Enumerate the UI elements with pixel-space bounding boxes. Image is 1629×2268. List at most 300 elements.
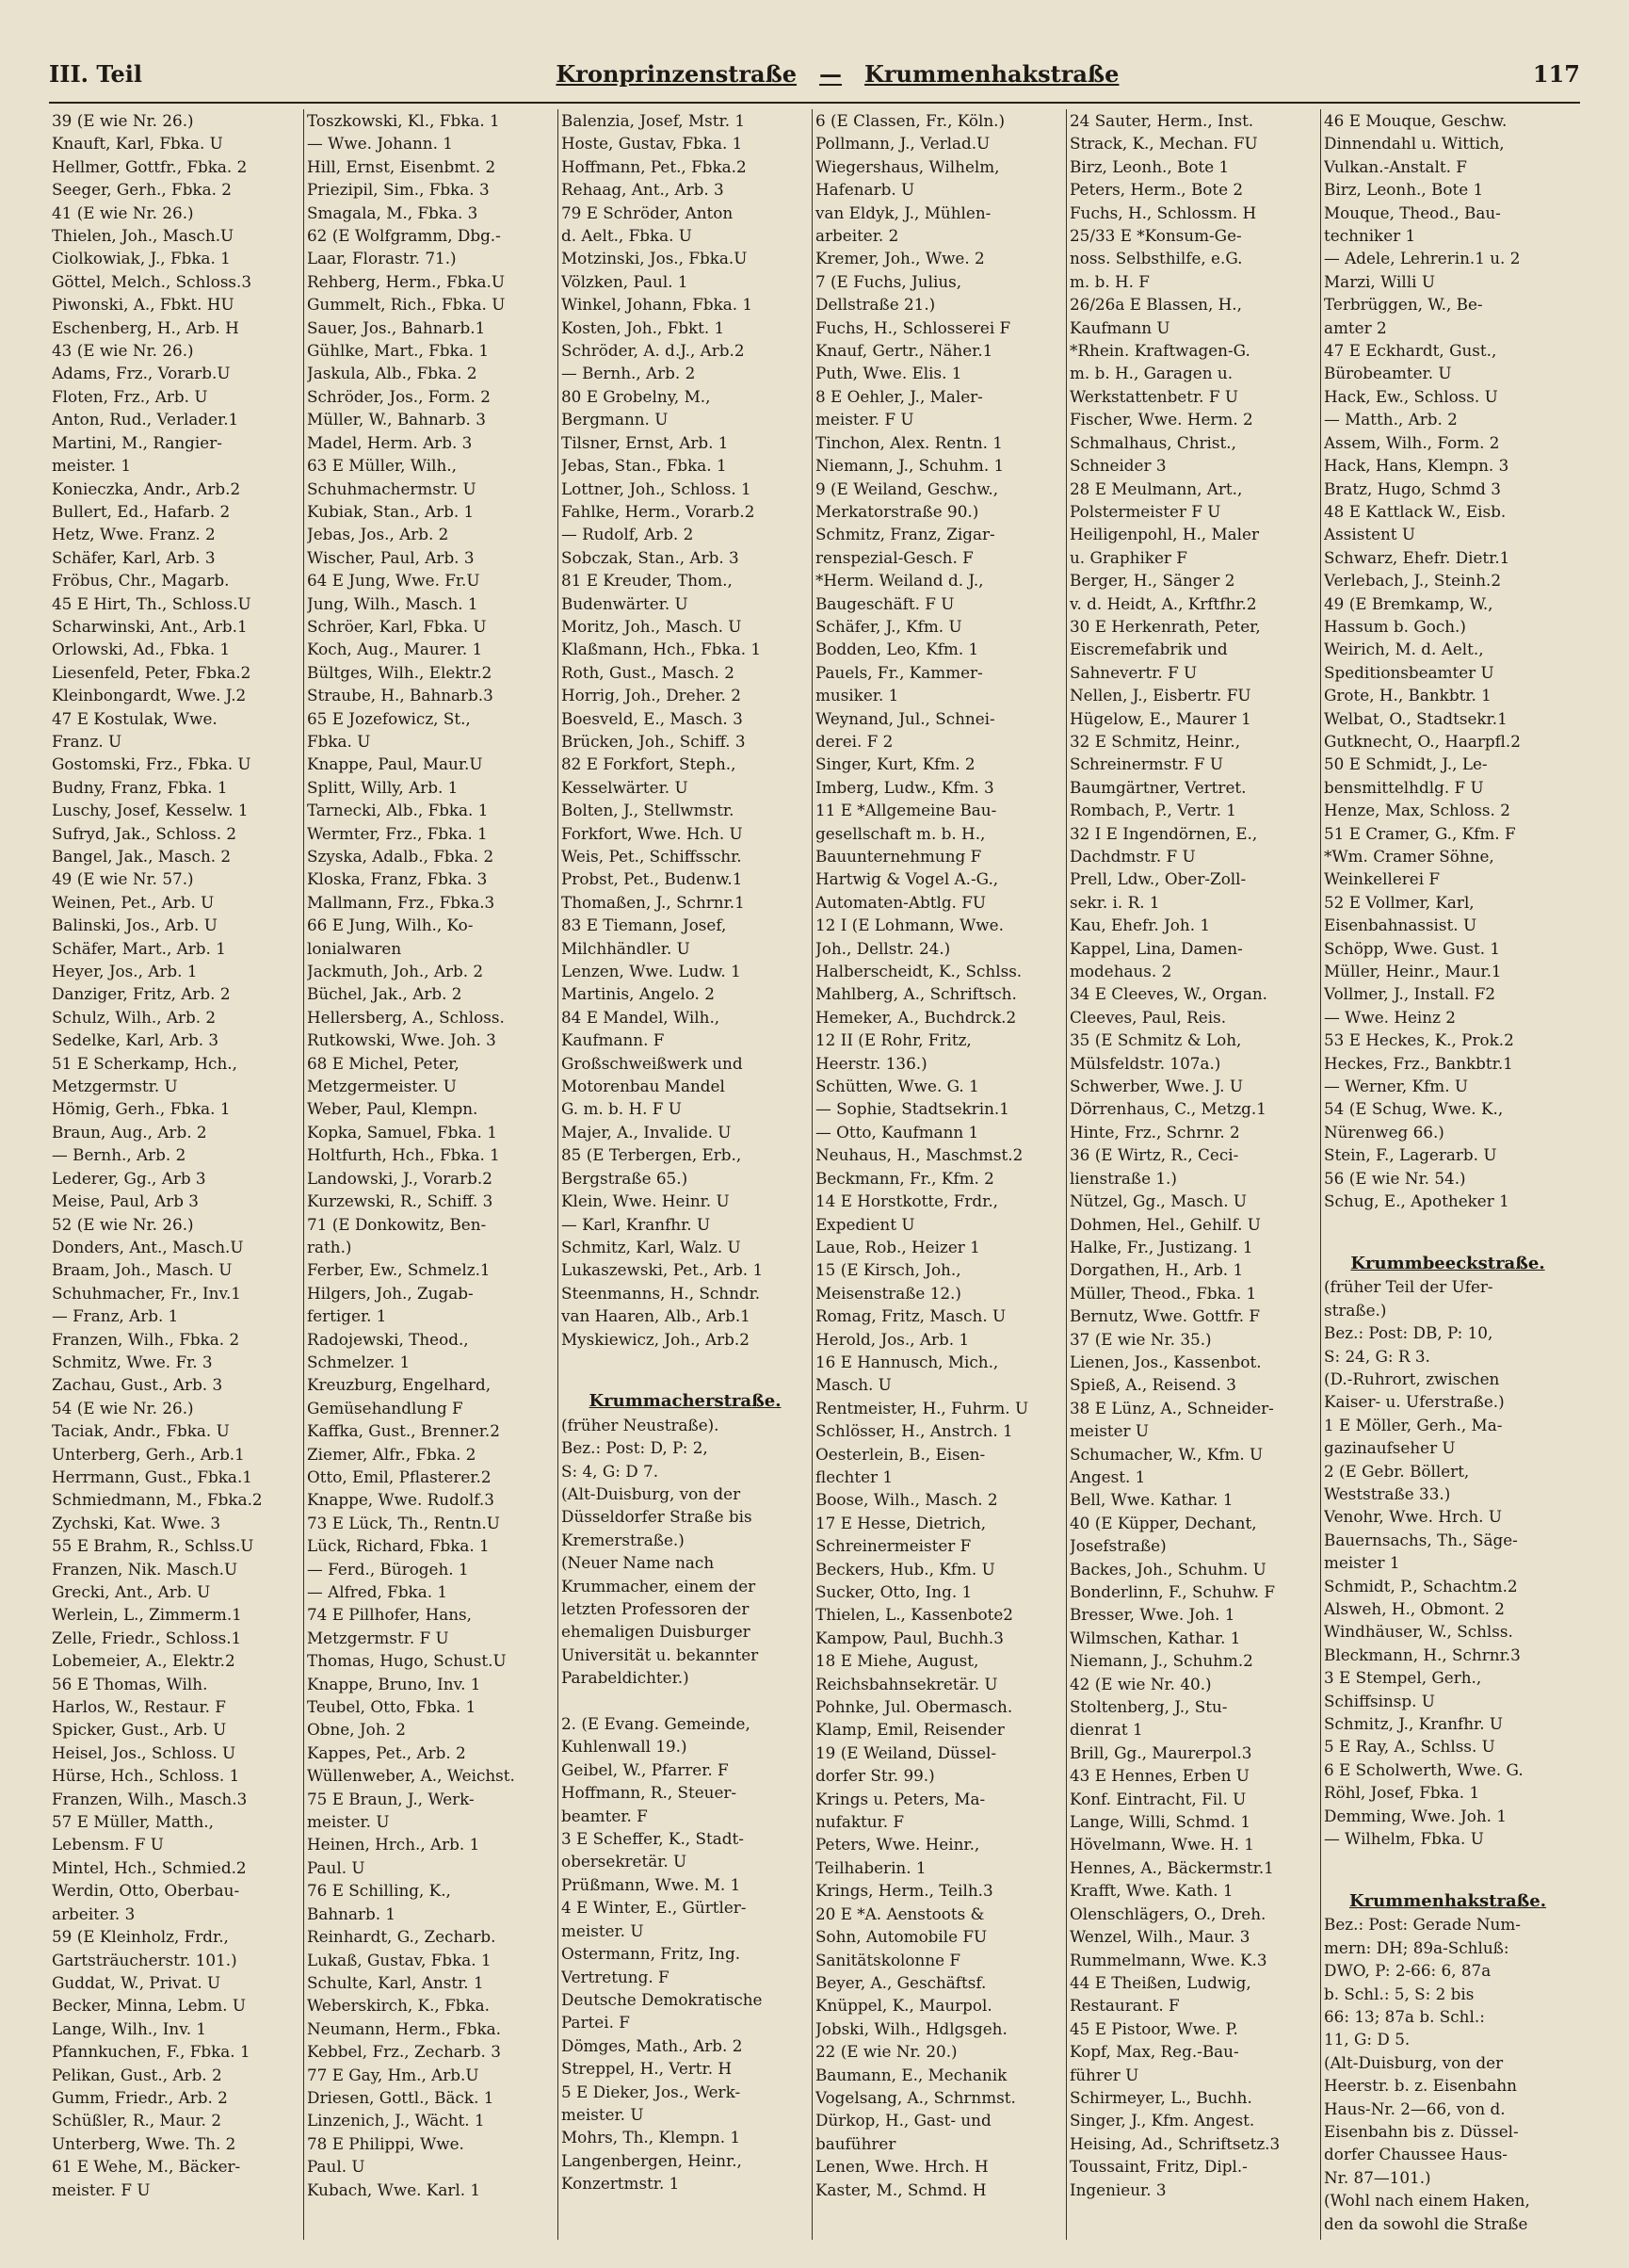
directory-entry: Lederer, Gg., Arb 3	[52, 1168, 206, 1188]
directory-entry: Heiligenpohl, H., Maler	[1070, 525, 1259, 544]
directory-entry: Kaster, M., Schmd. H	[815, 2179, 987, 2199]
directory-entry: (D.-Ruhrort, zwischen	[1324, 1369, 1500, 1388]
directory-entry: Konieczka, Andr., Arb.2	[52, 478, 241, 498]
street-range-start: Kronprinzenstraße	[556, 60, 798, 88]
directory-entry: Boose, Wilh., Masch. 2	[815, 1490, 998, 1510]
directory-entry: Pauels, Fr., Kammer-	[815, 662, 983, 682]
directory-entry: Jebas, Stan., Fbka. 1	[561, 456, 727, 476]
street-heading: Krummacherstraße.	[589, 1391, 782, 1412]
directory-entry: Hetz, Wwe. Franz. 2	[52, 525, 216, 544]
directory-entry: Obne, Joh. 2	[307, 1720, 406, 1740]
directory-entry: Großschweißwerk und	[561, 1053, 743, 1073]
directory-entry: 51 E Scherkamp, Hch.,	[52, 1053, 237, 1073]
directory-entry: Bez.: Post: DB, P: 10,	[1324, 1323, 1493, 1343]
directory-entry: Prell, Ldw., Ober-Zoll-	[1070, 869, 1247, 889]
directory-entry: Baugeschäft. F U	[815, 593, 955, 613]
directory-entry: 78 E Philippi, Wwe.	[307, 2133, 464, 2153]
directory-entry: Rummelmann, Wwe. K.3	[1070, 1950, 1267, 1969]
directory-entry: Sauer, Jos., Bahnarb.1	[307, 317, 486, 337]
directory-entry: Backes, Joh., Schuhm. U	[1070, 1559, 1266, 1579]
spacer	[561, 1351, 809, 1373]
directory-entry: (früher Neustraße).	[561, 1415, 719, 1434]
directory-column	[557, 109, 812, 2240]
directory-entry: b. Schl.: 5, S: 2 bis	[1324, 1984, 1475, 2003]
directory-entry: Schiffsinsp. U	[1324, 1691, 1435, 1710]
directory-entry: Halberscheidt, K., Schlss.	[815, 962, 1023, 981]
directory-entry: Ostermann, Fritz, Ing.	[561, 1944, 741, 1964]
directory-entry: Oesterlein, B., Eisen-	[815, 1444, 986, 1464]
directory-entry: Spieß, A., Reisend. 3	[1070, 1375, 1236, 1395]
directory-entry: Jaskula, Alb., Fbka. 2	[307, 364, 477, 383]
directory-entry: 80 E Grobelny, M.,	[561, 386, 711, 406]
directory-entry: Merkatorstraße 90.)	[815, 501, 979, 521]
directory-entry: 47 E Eckhardt, Gust.,	[1324, 341, 1497, 361]
directory-entry: Jobski, Wilh., Hdlgsgeh.	[815, 2018, 1008, 2038]
directory-entry: gesellschaft m. b. H.,	[815, 823, 986, 843]
directory-entry: 4 E Winter, E., Gürtler-	[561, 1898, 747, 1918]
directory-entry: sekr. i. R. 1	[1070, 892, 1160, 912]
directory-entry: meister. 1	[52, 456, 132, 476]
directory-entry: Myskiewicz, Joh., Arb.2	[561, 1329, 750, 1349]
directory-entry: meister U	[1070, 1421, 1149, 1441]
directory-entry: 81 E Kreuder, Thom.,	[561, 571, 733, 591]
directory-entry: Dohmen, Hel., Gehilf. U	[1070, 1214, 1261, 1234]
directory-entry: Expedient U	[815, 1214, 915, 1234]
directory-entry: Schuhmacher, Fr., Inv.1	[52, 1283, 241, 1303]
directory-entry: Röhl, Josef, Fbka. 1	[1324, 1783, 1480, 1803]
directory-entry: Krummacher, einem der	[561, 1576, 756, 1596]
directory-entry: Klaßmann, Hch., Fbka. 1	[561, 640, 762, 659]
directory-entry: 40 (E Küpper, Dechant,	[1070, 1513, 1257, 1532]
directory-entry: Lobemeier, A., Elektr.2	[52, 1651, 235, 1671]
directory-entry: Hennes, A., Bäckermstr.1	[1070, 1857, 1274, 1877]
directory-entry: Venohr, Wwe. Hrch. U	[1324, 1507, 1502, 1527]
directory-entry: Müller, Theod., Fbka. 1	[1070, 1283, 1257, 1303]
directory-entry: 64 E Jung, Wwe. Fr.U	[307, 571, 480, 591]
directory-entry: Probst, Pet., Budenw.1	[561, 869, 743, 889]
directory-entry: Streppel, H., Vertr. H	[561, 2059, 733, 2079]
directory-entry: Peters, Wwe. Heinr.,	[815, 1835, 980, 1855]
directory-entry: Lenen, Wwe. Hrch. H	[815, 2157, 989, 2177]
directory-entry: 18 E Miehe, August,	[815, 1651, 979, 1671]
directory-entry: Bauernsachs, Th., Säge-	[1324, 1530, 1518, 1549]
directory-entry: Knappe, Wwe. Rudolf.3	[307, 1490, 494, 1510]
directory-entry: Fuchs, H., Schlosserei F	[815, 317, 1011, 337]
directory-entry: Henze, Max, Schloss. 2	[1324, 801, 1510, 820]
directory-entry: Kaiser- u. Uferstraße.)	[1324, 1392, 1505, 1412]
directory-entry: Floten, Frz., Arb. U	[52, 386, 208, 406]
directory-entry: Schmitz, Franz, Zigar-	[815, 525, 995, 544]
directory-entry: — Werner, Kfm. U	[1324, 1077, 1469, 1096]
directory-entry: (Neuer Name nach	[561, 1553, 715, 1573]
directory-entry: Kaufmann U	[1070, 317, 1170, 337]
directory-entry: Sahnevertr. F U	[1070, 662, 1198, 682]
directory-entry: Ziemer, Alfr., Fbka. 2	[307, 1444, 476, 1464]
directory-entry: 1 E Möller, Gerh., Ma-	[1324, 1415, 1503, 1434]
directory-entry: Bangel, Jak., Masch. 2	[52, 847, 232, 866]
directory-entry: lienstraße 1.)	[1070, 1168, 1177, 1188]
directory-entry: Weststraße 33.)	[1324, 1483, 1451, 1503]
directory-entry: 32 E Schmitz, Heinr.,	[1070, 731, 1241, 751]
directory-entry: Luschy, Josef, Kesselw. 1	[52, 801, 249, 820]
directory-entry: Franzen, Nik. Masch.U	[52, 1559, 238, 1579]
directory-entry: — Sophie, Stadtsekrin.1	[815, 1099, 1009, 1119]
directory-entry: — Karl, Kranfhr. U	[561, 1214, 711, 1234]
directory-entry: Vertretung. F	[561, 1967, 669, 1986]
directory-entry: Bergstraße 65.)	[561, 1168, 688, 1188]
directory-entry: Dinnendahl u. Wittich,	[1324, 134, 1505, 154]
directory-entry: Splitt, Willy, Arb. 1	[307, 777, 459, 797]
directory-entry: Schröder, A. d.J., Arb.2	[561, 341, 745, 361]
directory-entry: S: 24, G: R 3.	[1324, 1346, 1430, 1366]
directory-entry: v. d. Heidt, A., Krftfhr.2	[1070, 593, 1257, 613]
directory-entry: Weinkellerei F	[1324, 869, 1441, 889]
directory-entry: Neuhaus, H., Maschmst.2	[815, 1145, 1024, 1165]
directory-entry: 85 (E Terbergen, Erb.,	[561, 1145, 742, 1165]
directory-entry: Martinis, Angelo. 2	[561, 984, 715, 1004]
directory-entry: Langenbergen, Heinr.,	[561, 2150, 742, 2170]
directory-entry: Schmiedmann, M., Fbka.2	[52, 1490, 263, 1510]
directory-entry: 12 I (E Lohmann, Wwe.	[815, 915, 1004, 935]
directory-entry: Schmitz, J., Kranfhr. U	[1324, 1714, 1504, 1734]
directory-entry: Reinhardt, G., Zecharb.	[307, 1927, 496, 1947]
directory-entry: Hürse, Hch., Schloss. 1	[52, 1766, 240, 1786]
directory-entry: 50 E Schmidt, J., Le-	[1324, 754, 1488, 774]
directory-entry: Adams, Frz., Vorarb.U	[52, 364, 231, 383]
directory-entry: Lange, Willi, Schmd. 1	[1070, 1812, 1251, 1832]
directory-entry: Holtfurth, Hch., Fbka. 1	[307, 1145, 500, 1165]
directory-entry: Schmelzer. 1	[307, 1352, 411, 1371]
directory-entry: Taciak, Andr., Fbka. U	[52, 1421, 230, 1441]
directory-entry: 49 (E wie Nr. 57.)	[52, 869, 194, 889]
directory-entry: u. Graphiker F	[1070, 547, 1187, 567]
directory-entry: Hartwig & Vogel A.-G.,	[815, 869, 999, 889]
directory-entry: dorfer Chaussee Haus-	[1324, 2145, 1508, 2164]
directory-entry: Weber, Paul, Klempn.	[307, 1099, 478, 1119]
directory-entry: m. b. H., Garagen u.	[1070, 364, 1234, 383]
directory-entry: Gartsträucherstr. 101.)	[52, 1950, 237, 1969]
directory-entry: Schulz, Wilh., Arb. 2	[52, 1007, 217, 1027]
directory-entry: Dömges, Math., Arb. 2	[561, 2035, 743, 2055]
directory-entry: 79 E Schröder, Anton	[561, 202, 734, 222]
directory-entry: Bratz, Hugo, Schmd 3	[1324, 478, 1501, 498]
directory-entry: Konzertmstr. 1	[561, 2174, 680, 2194]
directory-entry: Jebas, Jos., Arb. 2	[307, 525, 449, 544]
directory-entry: Spicker, Gust., Arb. U	[52, 1720, 227, 1740]
directory-entry: Hill, Ernst, Eisenbmt. 2	[307, 156, 496, 176]
directory-entry: Kappel, Lina, Damen-	[1070, 938, 1243, 958]
directory-entry: 71 (E Donkowitz, Ben-	[307, 1214, 487, 1234]
directory-entry: *Rhein. Kraftwagen-G.	[1070, 341, 1250, 361]
directory-entry: 3 E Stempel, Gerh.,	[1324, 1668, 1482, 1688]
directory-entry: Sedelke, Karl, Arb. 3	[52, 1030, 219, 1050]
directory-entry: Hoste, Gustav, Fbka. 1	[561, 134, 743, 154]
directory-entry: Schumacher, W., Kfm. U	[1070, 1444, 1264, 1464]
directory-entry: Majer, A., Invalide. U	[561, 1122, 732, 1142]
directory-entry: Kopf, Max, Reg.-Bau-	[1070, 2042, 1239, 2062]
directory-entry: Schreinermstr. F U	[1070, 754, 1224, 774]
directory-entry: Kaffka, Gust., Brenner.2	[307, 1421, 500, 1441]
directory-entry: Stein, F., Lagerarb. U	[1324, 1145, 1497, 1165]
directory-entry: Assistent U	[1324, 525, 1416, 544]
directory-entry: arbeiter. 2	[815, 226, 899, 246]
directory-entry: — Bernh., Arb. 2	[561, 364, 696, 383]
directory-entry: Dellstraße 21.)	[815, 295, 936, 315]
directory-entry: van Haaren, Alb., Arb.1	[561, 1306, 750, 1326]
directory-entry: Wiegershaus, Wilhelm,	[815, 156, 1000, 176]
directory-entry: Madel, Herm. Arb. 3	[307, 432, 473, 452]
directory-entry: Metzgermstr. U	[52, 1077, 178, 1096]
directory-entry: Lottner, Joh., Schloss. 1	[561, 478, 751, 498]
directory-entry: 61 E Wehe, M., Bäcker-	[52, 2157, 241, 2177]
directory-entry: 15 (E Kirsch, Joh.,	[815, 1260, 961, 1280]
directory-entry: Jung, Wilh., Masch. 1	[307, 593, 478, 613]
directory-entry: Nellen, J., Eisbertr. FU	[1070, 686, 1251, 705]
directory-entry: (Alt-Duisburg, von der	[561, 1483, 741, 1503]
directory-entry: Schäfer, Karl, Arb. 3	[52, 547, 216, 567]
directory-entry: Reichsbahnsekretär. U	[815, 1674, 998, 1693]
directory-entry: Schlösser, H., Anstrch. 1	[815, 1421, 1013, 1441]
directory-entry: Hellersberg, A., Schloss.	[307, 1007, 505, 1027]
directory-entry: Donders, Ant., Masch.U	[52, 1237, 244, 1256]
directory-entry: — Otto, Kaufmann 1	[815, 1122, 979, 1142]
directory-entry: Schröer, Karl, Fbka. U	[307, 616, 487, 636]
directory-entry: Werkstattenbetr. F U	[1070, 386, 1238, 406]
directory-entry: 20 E *A. Aenstoots &	[815, 1904, 985, 1923]
directory-entry: 17 E Hesse, Dietrich,	[815, 1513, 987, 1532]
directory-entry: Müller, W., Bahnarb. 3	[307, 410, 486, 429]
directory-entry: Bresser, Wwe. Joh. 1	[1070, 1605, 1235, 1625]
directory-entry: Lück, Richard, Fbka. 1	[307, 1536, 490, 1556]
directory-entry: S: 4, G: D 7.	[561, 1461, 659, 1481]
directory-entry: 39 (E wie Nr. 26.)	[52, 111, 194, 130]
directory-entry: Bürobeamter. U	[1324, 364, 1452, 383]
directory-entry: Bahnarb. 1	[307, 1904, 396, 1923]
directory-entry: Kurzewski, R., Schiff. 3	[307, 1191, 493, 1211]
directory-entry: Gostomski, Frz., Fbka. U	[52, 754, 251, 774]
directory-entry: Bauunternehmung F	[815, 847, 982, 866]
directory-entry: Rombach, P., Vertr. 1	[1070, 801, 1236, 820]
directory-entry: Vollmer, J., Install. F2	[1324, 984, 1496, 1004]
directory-entry: Knauft, Karl, Fbka. U	[52, 134, 223, 154]
directory-entry: — Wilhelm, Fbka. U	[1324, 1829, 1484, 1849]
directory-entry: — Ferd., Bürogeh. 1	[307, 1559, 469, 1579]
directory-entry: m. b. H. F	[1070, 271, 1150, 291]
directory-entry: Strack, K., Mechan. FU	[1070, 134, 1258, 154]
directory-entry: derei. F 2	[815, 731, 894, 751]
directory-entry: Weynand, Jul., Schnei-	[815, 708, 995, 728]
directory-entry: Rehaag, Ant., Arb. 3	[561, 180, 724, 200]
directory-entry: Geibel, W., Pfarrer. F	[561, 1759, 729, 1779]
directory-entry: 8 E Oehler, J., Maler-	[815, 386, 983, 406]
directory-entry: Schirmeyer, L., Buchh.	[1070, 2087, 1252, 2107]
directory-entry: 55 E Brahm, R., Schlss.U	[52, 1536, 254, 1556]
directory-entry: Assem, Wilh., Form. 2	[1324, 432, 1500, 452]
directory-entry: Mouque, Theod., Bau-	[1324, 202, 1501, 222]
directory-entry: 66 E Jung, Wilh., Ko-	[307, 915, 474, 935]
spacer	[561, 1690, 809, 1712]
directory-entry: Schröder, Jos., Form. 2	[307, 386, 491, 406]
directory-entry: Eisenbahn bis z. Düssel-	[1324, 2121, 1519, 2141]
directory-entry: Bleckmann, H., Schrnr.3	[1324, 1644, 1521, 1664]
directory-entry: Bergmann. U	[561, 410, 669, 429]
directory-entry: 12 II (E Rohr, Fritz,	[815, 1030, 972, 1050]
directory-entry: Halke, Fr., Justizang. 1	[1070, 1237, 1253, 1256]
directory-entry: Seeger, Gerh., Fbka. 2	[52, 180, 232, 200]
directory-entry: Hinte, Frz., Schrnr. 2	[1070, 1122, 1240, 1142]
directory-entry: Bell, Wwe. Kathar. 1	[1070, 1490, 1234, 1510]
directory-entry: Tarnecki, Alb., Fbka. 1	[307, 801, 489, 820]
directory-entry: Fuchs, H., Schlossm. H	[1070, 202, 1257, 222]
directory-entry: Werlein, L., Zimmerm.1	[52, 1605, 242, 1625]
directory-entry: 34 E Cleeves, W., Organ.	[1070, 984, 1268, 1004]
directory-entry: Danziger, Fritz, Arb. 2	[52, 984, 231, 1004]
directory-entry: Braun, Aug., Arb. 2	[52, 1122, 207, 1142]
directory-entry: 75 E Braun, J., Werk-	[307, 1789, 475, 1808]
directory-entry: Franzen, Wilh., Masch.3	[52, 1789, 248, 1808]
directory-entry: Guddat, W., Privat. U	[52, 1972, 221, 1992]
directory-entry: Marzi, Willi U	[1324, 271, 1435, 291]
directory-entry: 52 (E wie Nr. 26.)	[52, 1214, 194, 1234]
directory-entry: letzten Professoren der	[561, 1599, 750, 1618]
directory-entry: Harlos, W., Restaur. F	[52, 1697, 226, 1717]
directory-entry: Kreuzburg, Engelhard,	[307, 1375, 492, 1395]
directory-entry: 52 E Vollmer, Karl,	[1324, 892, 1475, 912]
directory-entry: Müller, Heinr., Maur.1	[1324, 962, 1502, 981]
directory-entry: 24 Sauter, Herm., Inst.	[1070, 111, 1254, 130]
directory-entry: Kuhlenwall 19.)	[561, 1737, 687, 1757]
directory-entry: Ferber, Ew., Schmelz.1	[307, 1260, 491, 1280]
directory-entry: arbeiter. 3	[52, 1904, 136, 1923]
directory-entry: meister. U	[561, 2104, 644, 2124]
directory-entry: Angest. 1	[1070, 1466, 1146, 1486]
directory-entry: Eisenbahnassist. U	[1324, 915, 1477, 935]
directory-entry: Sobczak, Stan., Arb. 3	[561, 547, 739, 567]
directory-entry: meister 1	[1324, 1553, 1400, 1573]
directory-entry: Automaten-Abtlg. FU	[815, 892, 987, 912]
directory-entry: Anton, Rud., Verlader.1	[52, 410, 239, 429]
directory-entry: obersekretär. U	[561, 1852, 687, 1871]
directory-entry: — Rudolf, Arb. 2	[561, 525, 694, 544]
directory-column	[1320, 109, 1574, 2240]
directory-entry: Mahlberg, A., Schriftsch.	[815, 984, 1017, 1004]
directory-entry: Schüßler, R., Maur. 2	[52, 2111, 222, 2130]
directory-entry: Grote, H., Bankbtr. 1	[1324, 686, 1492, 705]
directory-entry: Smagala, M., Fbka. 3	[307, 202, 478, 222]
directory-entry: Gumm, Friedr., Arb. 2	[52, 2087, 228, 2107]
directory-entry: Olenschlägers, O., Dreh.	[1070, 1904, 1266, 1923]
directory-entry: 11, G: D 5.	[1324, 2030, 1411, 2049]
directory-entry: 2 (E Gebr. Böllert,	[1324, 1461, 1470, 1481]
directory-entry: (Wohl nach einem Haken,	[1324, 2191, 1530, 2211]
directory-entry: Thomas, Hugo, Schust.U	[307, 1651, 507, 1671]
directory-entry: 43 E Hennes, Erben U	[1070, 1766, 1250, 1786]
directory-entry: Fahlke, Herm., Vorarb.2	[561, 501, 755, 521]
directory-entry: Paul. U	[307, 2157, 365, 2177]
street-range-end: Krummenhakstraße	[864, 60, 1120, 88]
directory-entry: Rutkowski, Wwe. Joh. 3	[307, 1030, 496, 1050]
directory-entry: 44 E Theißen, Ludwig,	[1070, 1972, 1251, 1992]
directory-entry: 32 I E Ingendörnen, E.,	[1070, 823, 1258, 843]
directory-entry: Lange, Wilh., Inv. 1	[52, 2018, 207, 2038]
page-number: 117	[1532, 60, 1580, 88]
directory-entry: Schmitz, Karl, Walz. U	[561, 1237, 741, 1256]
directory-entry: (Alt-Duisburg, von der	[1324, 2052, 1504, 2072]
directory-entry: Kremer, Joh., Wwe. 2	[815, 249, 985, 268]
directory-entry: Romag, Fritz, Masch. U	[815, 1306, 1007, 1326]
directory-entry: Ingenieur. 3	[1070, 2179, 1167, 2199]
directory-entry: Mintel, Hch., Schmied.2	[52, 1857, 247, 1877]
directory-entry: führer U	[1070, 2065, 1139, 2084]
directory-entry: Kremerstraße.)	[561, 1530, 685, 1549]
directory-entry: 82 E Forkfort, Steph.,	[561, 754, 736, 774]
directory-entry: Terbrüggen, W., Be-	[1324, 295, 1483, 315]
directory-entry: Sanitätskolonne F	[815, 1950, 961, 1969]
directory-entry: Singer, J., Kfm. Angest.	[1070, 2111, 1255, 2130]
directory-entry: dorfer Str. 99.)	[815, 1766, 935, 1786]
directory-entry: 5 E Dieker, Jos., Werk-	[561, 2082, 741, 2101]
directory-entry: 84 E Mandel, Wilh.,	[561, 1007, 720, 1027]
directory-entry: Prüßmann, Wwe. M. 1	[561, 1874, 741, 1894]
directory-entry: Wüllenweber, A., Weichst.	[307, 1766, 515, 1786]
directory-entry: Wischer, Paul, Arb. 3	[307, 547, 475, 567]
directory-entry: Boesveld, E., Masch. 3	[561, 708, 743, 728]
directory-entry: Hafenarb. U	[815, 180, 915, 200]
directory-entry: Demming, Wwe. Joh. 1	[1324, 1806, 1507, 1825]
directory-entry: Orlowski, Ad., Fbka. 1	[52, 640, 231, 659]
directory-entry: Lienen, Jos., Kassenbot.	[1070, 1352, 1262, 1371]
directory-entry: Kesselwärter. U	[561, 777, 688, 797]
directory-entry: Deutsche Demokratische	[561, 1989, 763, 2009]
directory-entry: Welbat, O., Stadtsekr.1	[1324, 708, 1508, 728]
directory-entry: Krafft, Wwe. Kath. 1	[1070, 1881, 1234, 1901]
directory-entry: Bodden, Leo, Kfm. 1	[815, 640, 979, 659]
directory-entry: Berger, H., Sänger 2	[1070, 571, 1235, 591]
directory-entry: den da sowohl die Straße	[1324, 2213, 1528, 2233]
directory-entry: Bez.: Post: Gerade Num-	[1324, 1915, 1521, 1935]
directory-entry: Radojewski, Theod.,	[307, 1329, 469, 1349]
directory-entry: Kau, Ehefr. Joh. 1	[1070, 915, 1211, 935]
directory-entry: 30 E Herkenrath, Peter,	[1070, 616, 1261, 636]
directory-entry: 36 (E Wirtz, R., Ceci-	[1070, 1145, 1239, 1165]
directory-entry: 74 E Pillhofer, Hans,	[307, 1605, 472, 1625]
directory-entry: 2. (E Evang. Gemeinde,	[561, 1714, 750, 1734]
directory-entry: Motorenbau Mandel	[561, 1077, 725, 1096]
directory-entry: Schmalhaus, Christ.,	[1070, 432, 1236, 452]
directory-entry: Lukaszewski, Pet., Arb. 1	[561, 1260, 764, 1280]
directory-entry: Polstermeister F U	[1070, 501, 1221, 521]
directory-entry: Niemann, J., Schuhm.2	[1070, 1651, 1253, 1671]
directory-entry: Thomaßen, J., Schrnr.1	[561, 892, 745, 912]
directory-entry: Krings u. Peters, Ma-	[815, 1789, 986, 1808]
directory-entry: Gutknecht, O., Haarpfl.2	[1324, 731, 1521, 751]
directory-entry: Dörrenhaus, C., Metzg.1	[1070, 1099, 1266, 1119]
directory-entry: Krings, Herm., Teilh.3	[815, 1881, 993, 1901]
directory-entry: Heerstr. 136.)	[815, 1053, 927, 1073]
directory-entry: Schwarz, Ehefr. Dietr.1	[1324, 547, 1510, 567]
directory-entry: — Franz, Arb. 1	[52, 1306, 179, 1326]
directory-entry: Zachau, Gust., Arb. 3	[52, 1375, 223, 1395]
directory-entry: Haus-Nr. 2—66, von d.	[1324, 2098, 1506, 2118]
directory-entry: Moritz, Joh., Masch. U	[561, 616, 742, 636]
directory-entry: 47 E Kostulak, Wwe.	[52, 708, 218, 728]
directory-entry: Roth, Gust., Masch. 2	[561, 662, 734, 682]
directory-entry: Weberskirch, K., Fbka.	[307, 1996, 490, 2016]
directory-entry: Brill, Gg., Maurerpol.3	[1070, 1742, 1252, 1762]
directory-entry: Heerstr. b. z. Eisenbahn	[1324, 2076, 1517, 2096]
directory-entry: 51 E Cramer, G., Kfm. F	[1324, 823, 1516, 843]
directory-entry: Sohn, Automobile FU	[815, 1927, 988, 1947]
